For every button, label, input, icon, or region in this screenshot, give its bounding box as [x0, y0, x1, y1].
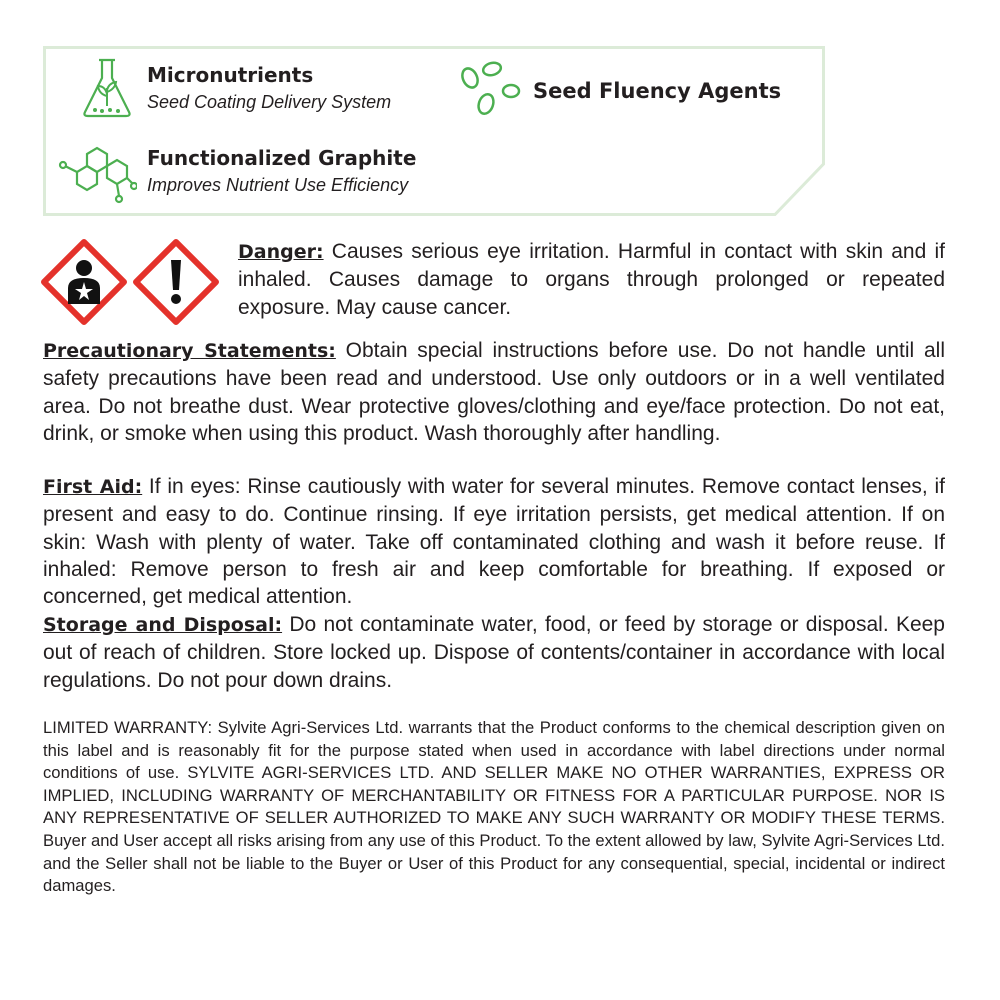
first-aid [43, 473, 945, 610]
feature-seed-fluency [533, 79, 781, 103]
feature-title: Micronutrients [147, 63, 314, 87]
feature-subtitle: Seed Coating Delivery System [147, 92, 392, 112]
limited-warranty: LIMITED WARRANTY: Sylvite Agri-Services Ltd. warrants that the Product conforms to the chemical description given on this label and is reasonably fit for the purpose stated when used in accordance with label directions under normal conditions of use. SYLVITE AGRI-SERVICES LTD. AND SELLER MAKE NO OTHER WARRANTIES, EXPRESS OR IMPLIED, INCLUDING WARRANTY OF MERCHANTABILITY OR FITNESS FOR A PARTICULAR PURPOSE. NOR IS ANY REPRESENTATIVE OF SELLER AUTHORIZED TO MAKE ANY SUCH WARRANTY OR MODIFY THESE TERMS. Buyer and User accept all risks arising from any use of this Product. To the extent allowed by law, Sylvite Agri-Services Ltd. and the Seller shall not be liable to the Buyer or User of this Product for any consequential, special, incidental or indirect damages. [43, 718, 945, 896]
precautionary-statements [43, 337, 945, 447]
precautionary-text: Obtain special instructions before use. Do not handle until all safety precautions have been read and understood. Use only outdoors or in a well ventilated area. Do not breathe dust. Wear protective gloves/clothing and eye/face protection. Do not eat, drink, or smoke when using this product. Wash thoroughly after handling. [43, 339, 946, 445]
first-aid-text: If in eyes: Rinse cautiously with water for several minutes. Remove contact lenses, if present and easy to do. Continue rinsing. If eye irritation persists, get medical attention. If on skin: Wash with plenty of water. Take off contaminated clothing and wash it before reuse. If inhaled: Remove person to fresh air and keep comfortable for breathing. If exposed or concerned, get medical attention. [43, 475, 945, 609]
feature-title: Functionalized Graphite [147, 146, 417, 170]
storage-label: Storage and Disposal: [43, 614, 283, 636]
first-aid-label: First Aid: [43, 476, 143, 498]
exclamation-pictogram [132, 238, 220, 326]
features-panel [43, 46, 825, 216]
danger-label: Danger: [238, 241, 324, 263]
storage-text: Do not contaminate water, food, or feed by storage or disposal. Keep out of reach of children. Store locked up. Dispose of contents/container in accordance with local regulations. Do not pour down drains. [43, 613, 945, 692]
feature-subtitle: Improves Nutrient Use Efficiency [147, 175, 409, 195]
health-hazard-pictogram [40, 238, 128, 326]
danger-statement [238, 238, 945, 321]
feature-graphite [147, 146, 416, 196]
danger-text: Causes serious eye irritation. Harmful in contact with skin and if inhaled. Causes damage to organs through prolonged or repeated exposure. May cause cancer. [238, 240, 945, 319]
feature-micronutrients [147, 63, 391, 113]
seeds-icon [456, 58, 522, 122]
storage-disposal [43, 611, 945, 694]
feature-title: Seed Fluency Agents [533, 79, 782, 103]
molecule-icon [57, 140, 137, 204]
flask-sprout-icon [79, 56, 135, 120]
precautionary-label: Precautionary Statements: [43, 340, 336, 362]
